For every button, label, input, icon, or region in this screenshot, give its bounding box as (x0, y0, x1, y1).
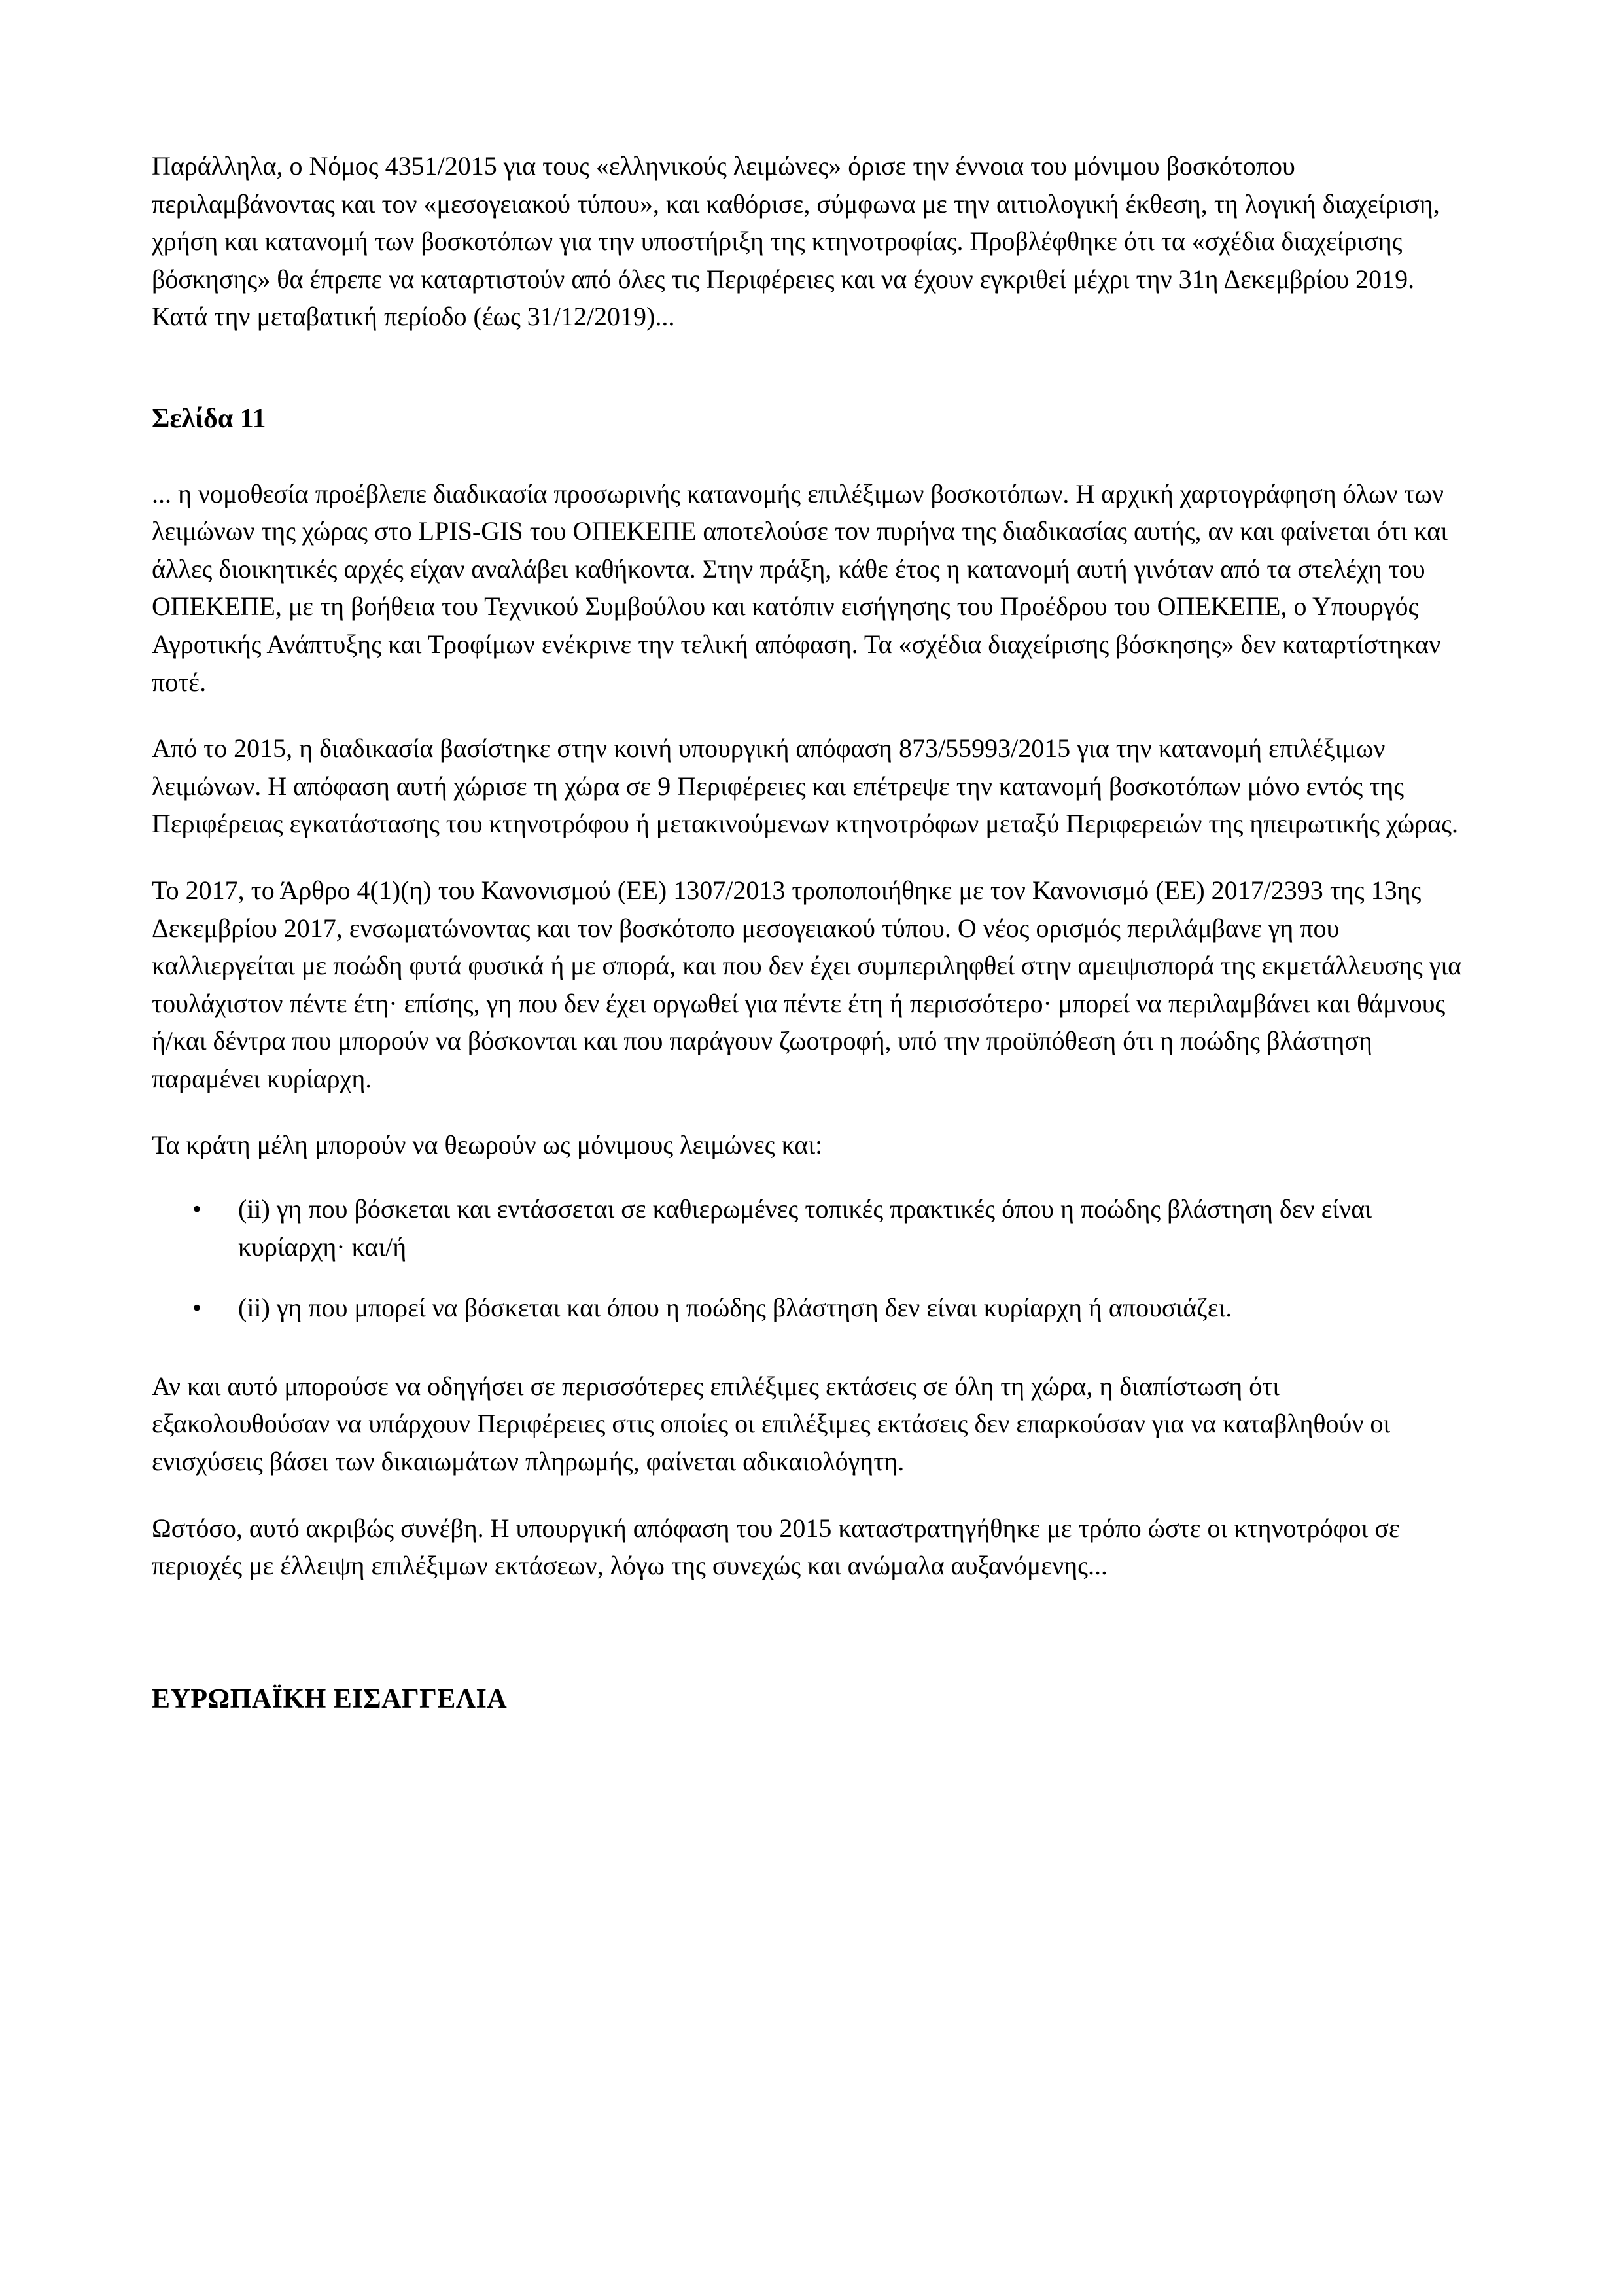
body-paragraph-5: Αν και αυτό μπορούσε να οδηγήσει σε περισσότερες επιλέξιμες εκτάσεις σε όλη τη χώρα, η διαπίστωση ότι εξακολουθούσαν να υπάρχουν Περιφέρειες στις οποίες οι επιλέξιμες εκτάσεις δεν επαρκούσαν για να καταβληθούν οι ενισχύσεις βάσει των δικαιωμάτων πληρωμής, φαίνεται αδικαιολόγητη. (152, 1371, 1391, 1477)
list-item-text: (ii) γη που μπορεί να βόσκεται και όπου η ποώδης βλάστηση δεν είναι κυρίαρχη ή απουσιάζει. (238, 1293, 1232, 1323)
body-paragraph-6: Ωστόσο, αυτό ακριβώς συνέβη. Η υπουργική απόφαση του 2015 καταστρατηγήθηκε με τρόπο ώστε οι κτηνοτρόφοι σε περιοχές με έλλειψη επιλέξιμων εκτάσεων, λόγω της συνεχώς και ανώμαλα αυξανόμενης... (152, 1513, 1400, 1581)
body-paragraph-2: Από το 2015, η διαδικασία βασίστηκε στην κοινή υπουργική απόφαση 873/55993/2015 για την κατανομή επιλέξιμων λειμώνων. Η απόφαση αυτή χώρισε τη χώρα σε 9 Περιφέρειες και επέτρεψε την κατανομή βοσκοτόπων μόνο εντός της Περιφέρειας εγκατάστασης του κτηνοτρόφου ή μετακινούμενων κτηνοτρόφων μεταξύ Περιφερειών της ηπειρωτικής χώρας. (152, 733, 1458, 839)
final-heading: ΕΥΡΩΠΑΪΚΗ ΕΙΣΑΓΓΕΛΙΑ (152, 1684, 508, 1714)
page-heading: Σελίδα 11 (152, 403, 266, 434)
list-item (152, 1289, 1463, 1327)
intro-paragraph: Παράλληλα, ο Νόμος 4351/2015 για τους «ελληνικούς λειμώνες» όρισε την έννοια του μόνιμου βοσκότοπου περιλαμβάνοντας και τον «μεσογειακού τύπου», και καθόρισε, σύμφωνα με την αιτιολογική έκθεση, τη λογική διαχείριση, χρήση και κατανομή των βοσκοτόπων για την υποστήριξη της κτηνοτροφίας. Προβλέφθηκε ότι τα «σχέδια διαχείρισης βόσκησης» θα έπρεπε να καταρτιστούν από όλες τις Περιφέρειες και να έχουν εγκριθεί μέχρι την 31η Δεκεμβρίου 2019. Κατά την μεταβατική περίοδο (έως 31/12/2019)... (152, 151, 1440, 332)
list-item-text: (ii) γη που βόσκεται και εντάσσεται σε καθιερωμένες τοπικές πρακτικές όπου η ποώδης βλάστηση δεν είναι κυρίαρχη· και/ή (238, 1194, 1372, 1262)
list-item (152, 1190, 1463, 1265)
body-paragraph-3: Το 2017, το Άρθρο 4(1)(η) του Κανονισμού (ΕΕ) 1307/2013 τροποποιήθηκε με τον Κανονισμό (ΕΕ) 2017/2393 της 13ης Δεκεμβρίου 2017, ενσωματώνοντας και τον βοσκότοπο μεσογειακού τύπου. Ο νέος ορισμός περιλάμβανε γη που καλλιεργείται με ποώδη φυτά φυσικά ή με σπορά, και που δεν έχει συμπεριληφθεί στην αμειψισπορά της εκμετάλλευσης για τουλάχιστον πέντε έτη· επίσης, γη που δεν έχει οργωθεί για πέντε έτη ή περισσότερο· μπορεί να περιλαμβάνει και θάμνους ή/και δέντρα που μπορούν να βόσκονται και που παράγουν ζωοτροφή, υπό την προϋπόθεση ότι η ποώδης βλάστηση παραμένει κυρίαρχη. (152, 875, 1462, 1093)
bullet-marker-icon: • (192, 1293, 202, 1323)
body-paragraph-1: ... η νομοθεσία προέβλεπε διαδικασία προσωρινής κατανομής επιλέξιμων βοσκοτόπων. Η αρχική χαρτογράφηση όλων των λειμώνων της χώρας στο LPIS-GIS του ΟΠΕΚΕΠΕ αποτελούσε τον πυρήνα της διαδικασίας αυτής, αν και φαίνεται ότι και άλλες διοικητικές αρχές είχαν αναλάβει καθήκοντα. Στην πράξη, κάθε έτος η κατανομή αυτή γινόταν από τα στελέχη του ΟΠΕΚΕΠΕ, με τη βοήθεια του Τεχνικού Συμβούλου και κατόπιν εισήγησης του Προέδρου του ΟΠΕΚΕΠΕ, ο Υπουργός Αγροτικής Ανάπτυξης και Τροφίμων ενέκρινε την τελική απόφαση. Τα «σχέδια διαχείρισης βόσκησης» δεν καταρτίστηκαν ποτέ. (152, 478, 1448, 697)
body-paragraph-4: Τα κράτη μέλη μπορούν να θεωρούν ως μόνιμους λειμώνες και: (152, 1130, 823, 1160)
bullet-marker-icon: • (192, 1194, 202, 1224)
list-spacer (152, 1356, 1463, 1368)
bullet-list (152, 1190, 1463, 1327)
